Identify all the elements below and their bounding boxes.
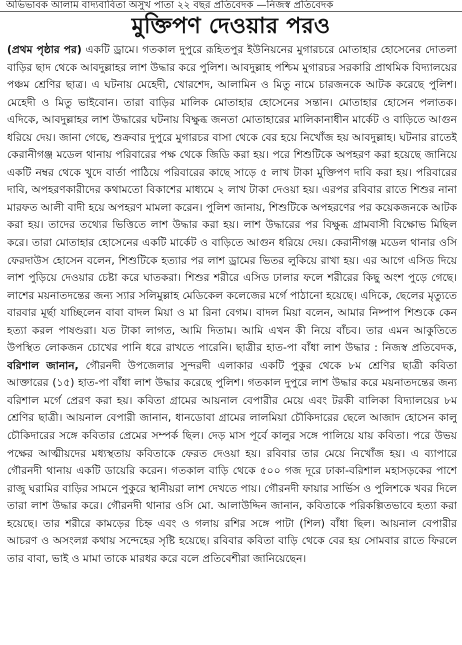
byline: নিজস্ব প্রতিবেদক, [382,342,457,355]
article-paragraph [7,42,457,568]
paragraph-text: একটি ড্রামে। গতকাল দুপুরে রূহিতপুর ইউনিয়নের মুগারচরে মোতাহার হোসেনের দোতলা বাড়ির ছাদ থেকে আবদুল্লাহর লাশ উদ্ধার করে পুলিশ। আবদুল্লাহ পশ্চিম মুগারচর সরকারি প্রাথমিক বিদ্যালয়ের পঞ্চম শ্রেণির ছাত্র। এ ঘটনায় মেহেদী, খোরশেদ, আলামিন ও মিতু নামে চারজনকে আটক করেছে পুলিশ। মেহেদী ও মিতু ভাইবোন। তারা বাড়ির মালিক মোতাহার হোসেনের সন্তান। মোতাহার হোসেন পলাতক। এদিকে, আবদুল্লাহর লাশ উদ্ধারের ঘটনায় বিক্ষুব্ধ জনতা মোতাহারের মালিকানাধীন মার্কেট ও বাড়িতে আগুন ধরিয়ে দেয়। জানা গেছে, শুক্রবার দুপুরে মুগারচর বাসা থেকে বের হয়ে নিখোঁজ হয় আবদুল্লাহ। ঘটনার রাতেই কেরানীগঞ্জ মডেল থানায় পরিবারের পক্ষ থেকে জিডি করা হয়। পরে শিশুটিকে অপহরণ করা হয়েছে জানিয়ে একটি নম্বর থেকে খুদে বার্তা পাঠিয়ে পরিবারের কাছে সাড়ে ৫ লাখ টাকা মুক্তিপণ দাবি করা হয়। পরিবারের দাবি, অপহরণকারীদের কথামতো বিকাশের মাধ্যমে ২ লাখ টাকা দেওয়া হয়। এরপর রবিবার রাতে শিশুর নানা মারফত আলী বাদী হয়ে অপহরণ মামলা করেন। পুলিশ জানায়, শিশুটিকে অপহরণের পর কয়েকজনকে আটক করা হয়। তাদের তথ্যের ভিত্তিতে লাশ উদ্ধার করা হয়। লাশ উদ্ধারের পর বিক্ষুব্ধ গ্রামবাসী বিক্ষোভ মিছিল করে। তারা মোতাহার হোসেনের একটি মার্কেট ও বাড়িতে আগুন ধরিয়ে দেয়। কেরানীগঞ্জ মডেল থানার ওসি ফেরদাউস হোসেন বলেন, শিশুটিকে হত্যার পর লাশ ড্রামের ভিতর লুকিয়ে রাখা হয়। এর আগে এসিড দিয়ে লাশ পুড়িয়ে দেওয়ার চেষ্টা করে ঘাতকরা। শিশুর শরীরে এসিড ঢালার ফলে শরীরের কিছু অংশ পুড়ে গেছে। লাশের ময়নাতদন্তের জন্য স্যার সলিমুল্লাহ মেডিকেল কলেজের মর্গে পাঠানো হয়েছে। এদিকে, ছেলের মৃত্যুতে বারবার মূর্ছা যাচ্ছিলেন বাবা বাদল মিয়া ও মা রিনা বেগম। বাদল মিয়া বলেন, আমার নিষ্পাপ শিশুকে কেন হত্যা করল পাষণ্ডরা। যত টাকা লাগত, আমি দিতাম। আমি এখন কী নিয়ে বাঁচব। তার এমন আকুতিতে উপস্থিত লোকজন চোখের পানি ধরে রাখতে পারেনি। [7,44,457,355]
article-headline: মুক্তিপণ দেওয়ার পরও [131,14,331,39]
article-body [7,42,457,642]
previous-article-strip: অভিভাবক আলাম বাদ্যবাবিতা অসুখ পাতা ২২ বছর প্রতিবেদক —নিজস্ব প্রতিবেদক [6,0,334,11]
dateline: বরিশাল জানান, [7,359,79,372]
continued-from-label: (প্রথম পৃষ্ঠার পর) [7,44,82,56]
section-title: ছাত্রীর হাত-পা বাঁধা লাশ উদ্ধার : [236,342,378,355]
paragraph-text-2: গৌরনদী উপজেলার সুন্দরদী এলাকার একটি পুকুর থেকে ৮ম শ্রেণির ছাত্রী কবিতা আক্তারের (১৫) হাত-পা বাঁধা লাশ উদ্ধার করেছে পুলিশ। গতকাল দুপুরে লাশ উদ্ধার করে ময়নাতদন্তের জন্য বরিশাল মর্গে প্রেরণ করা হয়। কবিতা গ্রামের আয়নাল বেপারীর মেয়ে এবং টরকী বালিকা বিদ্যালয়ের ৮ম শ্রেণির ছাত্রী। আয়নাল বেপারী জানান, ধানডোবা গ্রামের লালমিয়া চৌকিদারের ছেলে আজাদ হোসেন কালু চৌকিদারের সঙ্গে কবিতার প্রেমের সম্পর্ক ছিল। দেড় মাস পূর্বে কালুর সঙ্গে পালিয়ে যায় কবিতা। পরে উভয় পক্ষের আত্মীয়দের মধ্যস্থতায় কবিতাকে ফেরত দেওয়া হয়। রবিবার তার মেয়ে নিখোঁজ হয়। এ ব্যাপারে গৌরনদী থানায় একটি ডায়েরি করেন। গতকাল বাড়ি থেকে ৫০০ গজ দূরে ঢাকা-বরিশাল মহাসড়কের পাশে রাজু ঘরামির বাড়ির সামনে পুকুরে স্থানীয়রা লাশ দেখতে পায়। গৌরনদী ফায়ার সার্ভিস ও পুলিশকে খবর দিলে তারা লাশ উদ্ধার করে। গৌরনদী থানার ওসি মো. আলাউদ্দিন জানান, কবিতাকে পরিকল্পিতভাবে হত্যা করা হয়েছে। তার শরীরে কামড়ের চিহ্ন এবং ও গলায় রশির সঙ্গে পাটা (শিল) বাঁধা ছিল। আয়নাল বেপারীর আচরণ ও অসংলগ্ন কথায় সন্দেহের সৃষ্টি হয়েছে। রবিবার কবিতা বাড়ি থেকে বের হয় সোমবার রাতে ফিরলে তার বাবা, ভাই ও মামা তাকে মারধর করে বলে প্রতিবেশীরা জানিয়েছেন। [7,359,457,565]
column-divider [0,11,462,12]
